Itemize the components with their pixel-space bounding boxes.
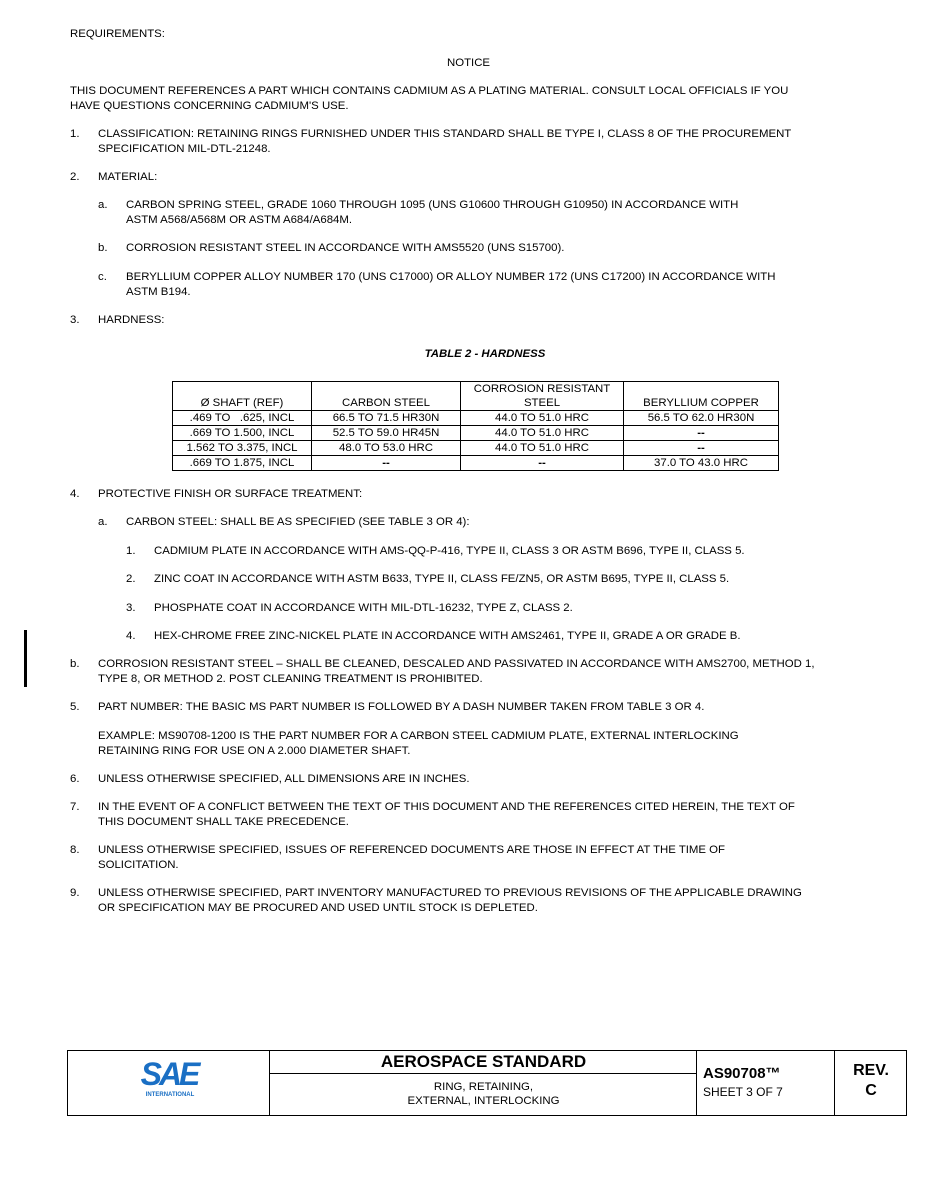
item-2c-text: BERYLLIUM COPPER ALLOY NUMBER 170 (UNS C17000) OR ALLOY NUMBER 172 (UNS C17200) IN ACCORDANCE WITH ASTM B194. bbox=[126, 271, 776, 298]
table-cell: 44.0 TO 51.0 HRC bbox=[461, 426, 624, 441]
sae-logo-subtext: INTERNATIONAL bbox=[145, 1092, 195, 1098]
revision-value: C bbox=[865, 1082, 877, 1099]
standard-title: AEROSPACE STANDARD bbox=[270, 1051, 697, 1074]
table-cell: -- bbox=[312, 456, 461, 471]
subitem-letter: a. bbox=[98, 199, 108, 211]
col-header-shaft: Ø SHAFT (REF) bbox=[173, 382, 312, 411]
requirements-heading: REQUIREMENTS: bbox=[70, 28, 165, 40]
subitem-letter: c. bbox=[98, 271, 107, 283]
table-cell: 52.5 TO 59.0 HR45N bbox=[312, 426, 461, 441]
sheet-number: SHEET 3 OF 7 bbox=[703, 1085, 783, 1099]
document-number: AS90708™ bbox=[703, 1065, 781, 1082]
table-cell: -- bbox=[624, 441, 779, 456]
item-8-text: UNLESS OTHERWISE SPECIFIED, ISSUES OF REFERENCED DOCUMENTS ARE THOSE IN EFFECT AT THE TIME OF SOLICITATION. bbox=[98, 844, 726, 871]
table-cell: 1.562 TO 3.375, INCL bbox=[173, 441, 312, 456]
item-number: 3. bbox=[70, 314, 80, 326]
item-5-example: EXAMPLE: MS90708-1200 IS THE PART NUMBER FOR A CARBON STEEL CADMIUM PLATE, EXTERNAL INTERLOCKING RETAINING RING FOR USE ON A 2.000 DIAMETER SHAFT. bbox=[98, 730, 739, 757]
item-2-text: MATERIAL: bbox=[98, 171, 158, 183]
hardness-table bbox=[172, 381, 779, 471]
notice-line: HAVE QUESTIONS CONCERNING CADMIUM'S USE. bbox=[70, 100, 349, 112]
sae-logo-mark: SAE bbox=[140, 1056, 198, 1092]
item-number: 1. bbox=[70, 128, 80, 140]
notice-line: THIS DOCUMENT REFERENCES A PART WHICH CONTAINS CADMIUM AS A PLATING MATERIAL. CONSULT LOCAL OFFICIALS IF YOU bbox=[70, 85, 789, 97]
table-row bbox=[173, 441, 779, 456]
subitem-letter: b. bbox=[70, 658, 80, 670]
table-caption: TABLE 2 - HARDNESS bbox=[424, 348, 546, 360]
item-2a-text: CARBON SPRING STEEL, GRADE 1060 THROUGH 1095 (UNS G10600 THROUGH G10950) IN ACCORDANCE WITH ASTM A568/A568M OR ASTM A684/A684M. bbox=[126, 199, 739, 226]
item-4a3-text: PHOSPHATE COAT IN ACCORDANCE WITH MIL-DTL-16232, TYPE Z, CLASS 2. bbox=[154, 602, 573, 614]
part-description: RING, RETAINING, EXTERNAL, INTERLOCKING bbox=[407, 1081, 560, 1107]
item-number: 8. bbox=[70, 844, 80, 856]
revision-label: REV. bbox=[853, 1062, 889, 1079]
col-header-corrosion: CORROSION RESISTANT STEEL bbox=[461, 382, 624, 411]
item-4a2-text: ZINC COAT IN ACCORDANCE WITH ASTM B633, TYPE II, CLASS FE/ZN5, OR ASTM B695, TYPE II, CLASS 5. bbox=[154, 573, 730, 585]
table-header-row bbox=[173, 382, 779, 411]
table-cell: .669 TO 1.875, INCL bbox=[173, 456, 312, 471]
item-4a-text: CARBON STEEL: SHALL BE AS SPECIFIED (SEE TABLE 3 OR 4): bbox=[126, 516, 470, 528]
subitem-number: 2. bbox=[126, 573, 136, 585]
subitem-number: 1. bbox=[126, 545, 136, 557]
item-9-text: UNLESS OTHERWISE SPECIFIED, PART INVENTORY MANUFACTURED TO PREVIOUS REVISIONS OF THE APPLICABLE DRAWING OR SPECIFICATION MAY BE PROCURED AND USED UNTIL STOCK IS DEPLETED. bbox=[98, 887, 802, 914]
document-number-cell bbox=[696, 1051, 835, 1115]
col-header-beryllium: BERYLLIUM COPPER bbox=[624, 382, 779, 411]
item-number: 6. bbox=[70, 773, 80, 785]
table-row bbox=[173, 456, 779, 471]
revision-cell bbox=[834, 1051, 907, 1115]
notice-title: NOTICE bbox=[447, 57, 491, 69]
item-4a4-text: HEX-CHROME FREE ZINC-NICKEL PLATE IN ACCORDANCE WITH AMS2461, TYPE II, GRADE A OR GRADE B. bbox=[154, 630, 741, 642]
item-1-text: CLASSIFICATION: RETAINING RINGS FURNISHED UNDER THIS STANDARD SHALL BE TYPE I, CLASS 8 OF THE PROCUREMENT SPECIFICATION MIL-DTL-21248. bbox=[98, 128, 792, 155]
revision-change-bar bbox=[24, 630, 27, 687]
table-cell: 66.5 TO 71.5 HR30N bbox=[312, 411, 461, 426]
table-row bbox=[173, 411, 779, 426]
table-cell: 44.0 TO 51.0 HRC bbox=[461, 411, 624, 426]
subitem-number: 4. bbox=[126, 630, 136, 642]
subitem-letter: b. bbox=[98, 242, 108, 254]
item-4b-text: CORROSION RESISTANT STEEL – SHALL BE CLEANED, DESCALED AND PASSIVATED IN ACCORDANCE WITH AMS2700, METHOD 1, TYPE 8, OR METHOD 2. POST CLEANING TREATMENT IS PROHIBITED. bbox=[98, 658, 815, 685]
col-header-carbon: CARBON STEEL bbox=[312, 382, 461, 411]
sae-logo bbox=[68, 1051, 269, 1115]
table-row bbox=[173, 426, 779, 441]
table-cell: 56.5 TO 62.0 HR30N bbox=[624, 411, 779, 426]
item-number: 2. bbox=[70, 171, 80, 183]
item-number: 7. bbox=[70, 801, 80, 813]
notice-text bbox=[70, 84, 900, 114]
title-block bbox=[67, 1050, 907, 1116]
item-3-text: HARDNESS: bbox=[98, 314, 165, 326]
table-cell: 48.0 TO 53.0 HRC bbox=[312, 441, 461, 456]
item-5-text: PART NUMBER: THE BASIC MS PART NUMBER IS FOLLOWED BY A DASH NUMBER TAKEN FROM TABLE 3 OR 4. bbox=[98, 701, 705, 713]
table-cell: .669 TO 1.500, INCL bbox=[173, 426, 312, 441]
item-7-text: IN THE EVENT OF A CONFLICT BETWEEN THE TEXT OF THIS DOCUMENT AND THE REFERENCES CITED HEREIN, THE TEXT OF THIS DOCUMENT SHALL TAKE PRECEDENCE. bbox=[98, 801, 795, 828]
table-cell: .469 TO .625, INCL bbox=[173, 411, 312, 426]
item-2b-text: CORROSION RESISTANT STEEL IN ACCORDANCE WITH AMS5520 (UNS S15700). bbox=[126, 242, 565, 254]
table-cell: -- bbox=[461, 456, 624, 471]
item-4-text: PROTECTIVE FINISH OR SURFACE TREATMENT: bbox=[98, 488, 363, 500]
item-number: 5. bbox=[70, 701, 80, 713]
item-number: 4. bbox=[70, 488, 80, 500]
table-cell: 44.0 TO 51.0 HRC bbox=[461, 441, 624, 456]
table-cell: 37.0 TO 43.0 HRC bbox=[624, 456, 779, 471]
title-cell bbox=[269, 1051, 697, 1115]
item-6-text: UNLESS OTHERWISE SPECIFIED, ALL DIMENSIONS ARE IN INCHES. bbox=[98, 773, 470, 785]
item-4a1-text: CADMIUM PLATE IN ACCORDANCE WITH AMS-QQ-P-416, TYPE II, CLASS 3 OR ASTM B696, TYPE II, CLASS 5. bbox=[154, 545, 745, 557]
table-cell: -- bbox=[624, 426, 779, 441]
subitem-letter: a. bbox=[98, 516, 108, 528]
subitem-number: 3. bbox=[126, 602, 136, 614]
item-number: 9. bbox=[70, 887, 80, 899]
